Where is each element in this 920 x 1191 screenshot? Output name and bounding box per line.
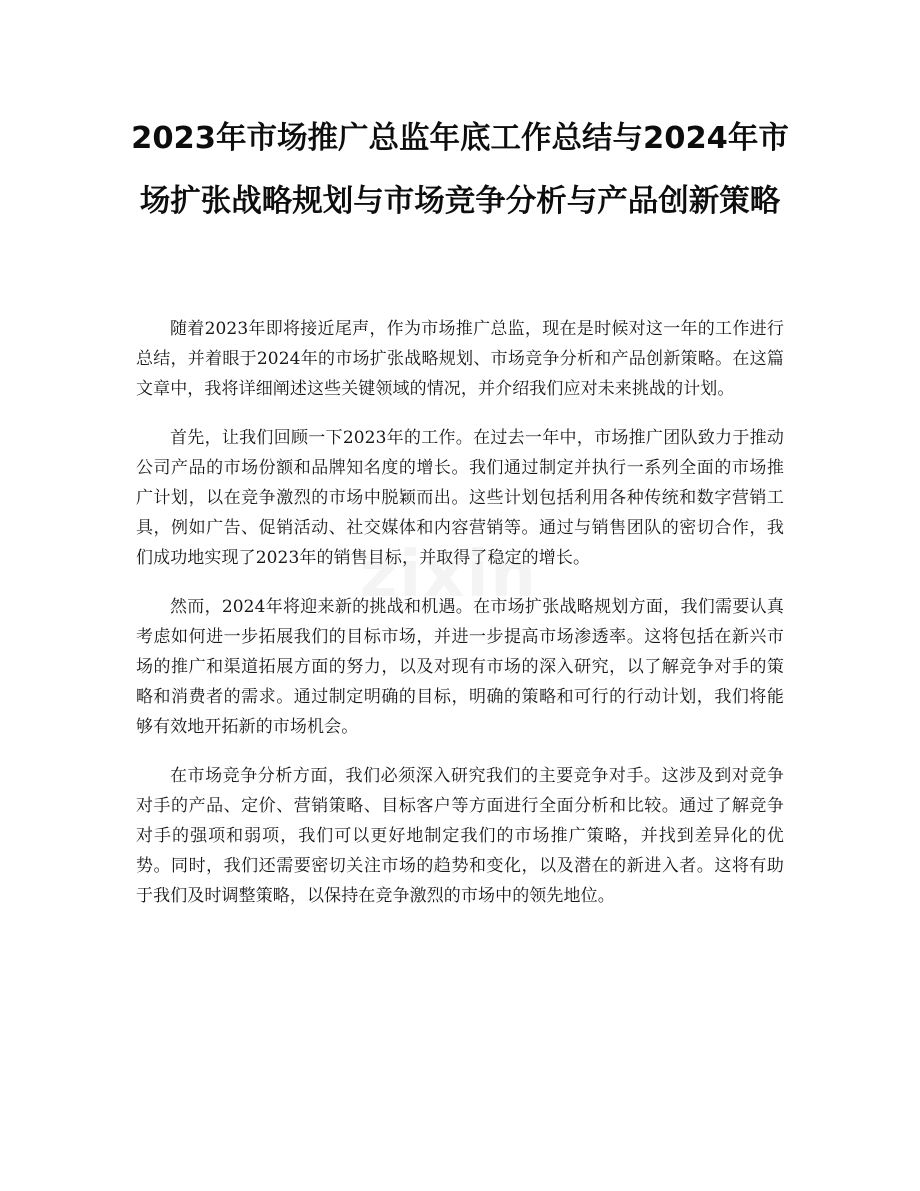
paragraph-intro: 随着2023年即将接近尾声，作为市场推广总监，现在是时候对这一年的工作进行总结，并着眼于2024年的市场扩张战略规划、市场竞争分析和产品创新策略。在这篇文章中，我将详细阐述这些关键领域的情况，并介绍我们应对未来挑战的计划。: [136, 319, 784, 399]
document-title: 2023年市场推广总监年底工作总结与2024年市场扩张战略规划与市场竞争分析与产品创新策略: [131, 121, 789, 219]
paragraph-competition-analysis: 在市场竞争分析方面，我们必须深入研究我们的主要竞争对手。这涉及到对竞争对手的产品、定价、营销策略、目标客户等方面进行全面分析和比较。通过了解竞争对手的强项和弱项，我们可以更好地制定我们的市场推广策略，并找到差异化的优势。同时，我们还需要密切关注市场的趋势和变化，以及潜在的新进入者。这将有助于我们及时调整策略，以保持在竞争激烈的市场中的领先地位。: [136, 766, 784, 906]
document-body: [136, 314, 784, 930]
paragraph-expansion-2024: 然而，2024年将迎来新的挑战和机遇。在市场扩张战略规划方面，我们需要认真考虑如何进一步拓展我们的目标市场，并进一步提高市场渗透率。这将包括在新兴市场的推广和渠道拓展方面的努力，以及对现有市场的深入研究，以了解竞争对手的策略和消费者的需求。通过制定明确的目标，明确的策略和可行的行动计划，我们将能够有效地开拓新的市场机会。: [136, 597, 784, 737]
paragraph-review-2023: 首先，让我们回顾一下2023年的工作。在过去一年中，市场推广团队致力于推动公司产品的市场份额和品牌知名度的增长。我们通过制定并执行一系列全面的市场推广计划，以在竞争激烈的市场中脱颖而出。这些计划包括利用各种传统和数字营销工具，例如广告、促销活动、社交媒体和内容营销等。通过与销售团队的密切合作，我们成功地实现了2023年的销售目标，并取得了稳定的增长。: [136, 428, 784, 568]
